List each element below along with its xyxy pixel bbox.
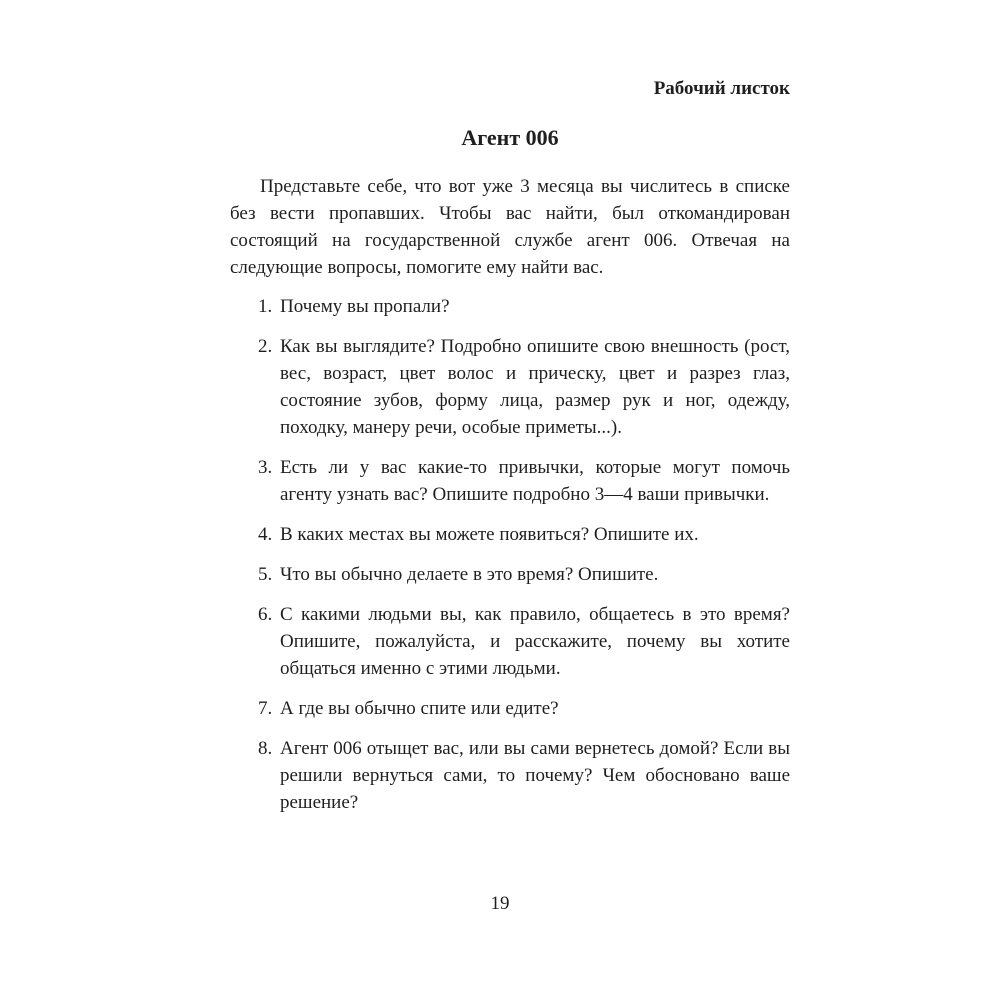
question-number: 7. [258,698,273,720]
page-title: Агент 006 [461,124,559,150]
question-text: С какими людьми вы, как правило, общаетесь в это время? Опишите, пожалуйста, и расскажите, почему вы хотите общаться именно с этими людьми. [280,604,790,680]
question-list [230,293,790,816]
question-item-6 [230,601,790,682]
question-number: 1. [258,296,273,318]
question-text: Агент 006 отыщет вас, или вы сами вернетесь домой? Если вы решили вернуться сами, то почему? Чем обосновано ваше решение? [280,738,790,814]
running-header: Рабочий листок [653,78,790,99]
question-item-8 [230,735,790,816]
page-number: 19 [490,893,510,914]
question-item-3 [230,454,790,508]
question-number: 6. [258,604,273,626]
question-number: 2. [258,336,273,358]
question-item-7 [230,695,790,722]
question-text: Как вы выглядите? Подробно опишите свою внешность (рост, вес, возраст, цвет волос и прическу, цвет и разрез глаз, состояние зубов, форму лица, размер рук и ног, одежду, походку, манеру речи, особые приметы...). [280,336,790,439]
question-item-2 [230,333,790,441]
worksheet-page [230,78,790,829]
question-text: Что вы обычно делаете в это время? Опишите. [280,564,659,586]
question-text: Почему вы пропали? [280,296,450,318]
question-text: Есть ли у вас какие-то привычки, которые могут помочь агенту узнать вас? Опишите подробно 3—4 ваши привычки. [280,457,790,506]
question-text: А где вы обычно спите или едите? [280,698,559,720]
question-item-5 [230,561,790,588]
question-number: 3. [258,457,273,479]
question-number: 5. [258,564,273,586]
question-item-1 [230,293,790,320]
question-number: 8. [258,738,273,760]
question-item-4 [230,521,790,548]
question-text: В каких местах вы можете появиться? Опишите их. [280,524,699,546]
question-number: 4. [258,524,273,546]
intro-paragraph: Представьте себе, что вот уже 3 месяца вы числитесь в списке без вести пропавших. Чтобы вас найти, был откомандирован состоящий на государственной службе агент 006. Отвечая на следующие вопросы, помогите ему найти вас. [230,176,790,279]
